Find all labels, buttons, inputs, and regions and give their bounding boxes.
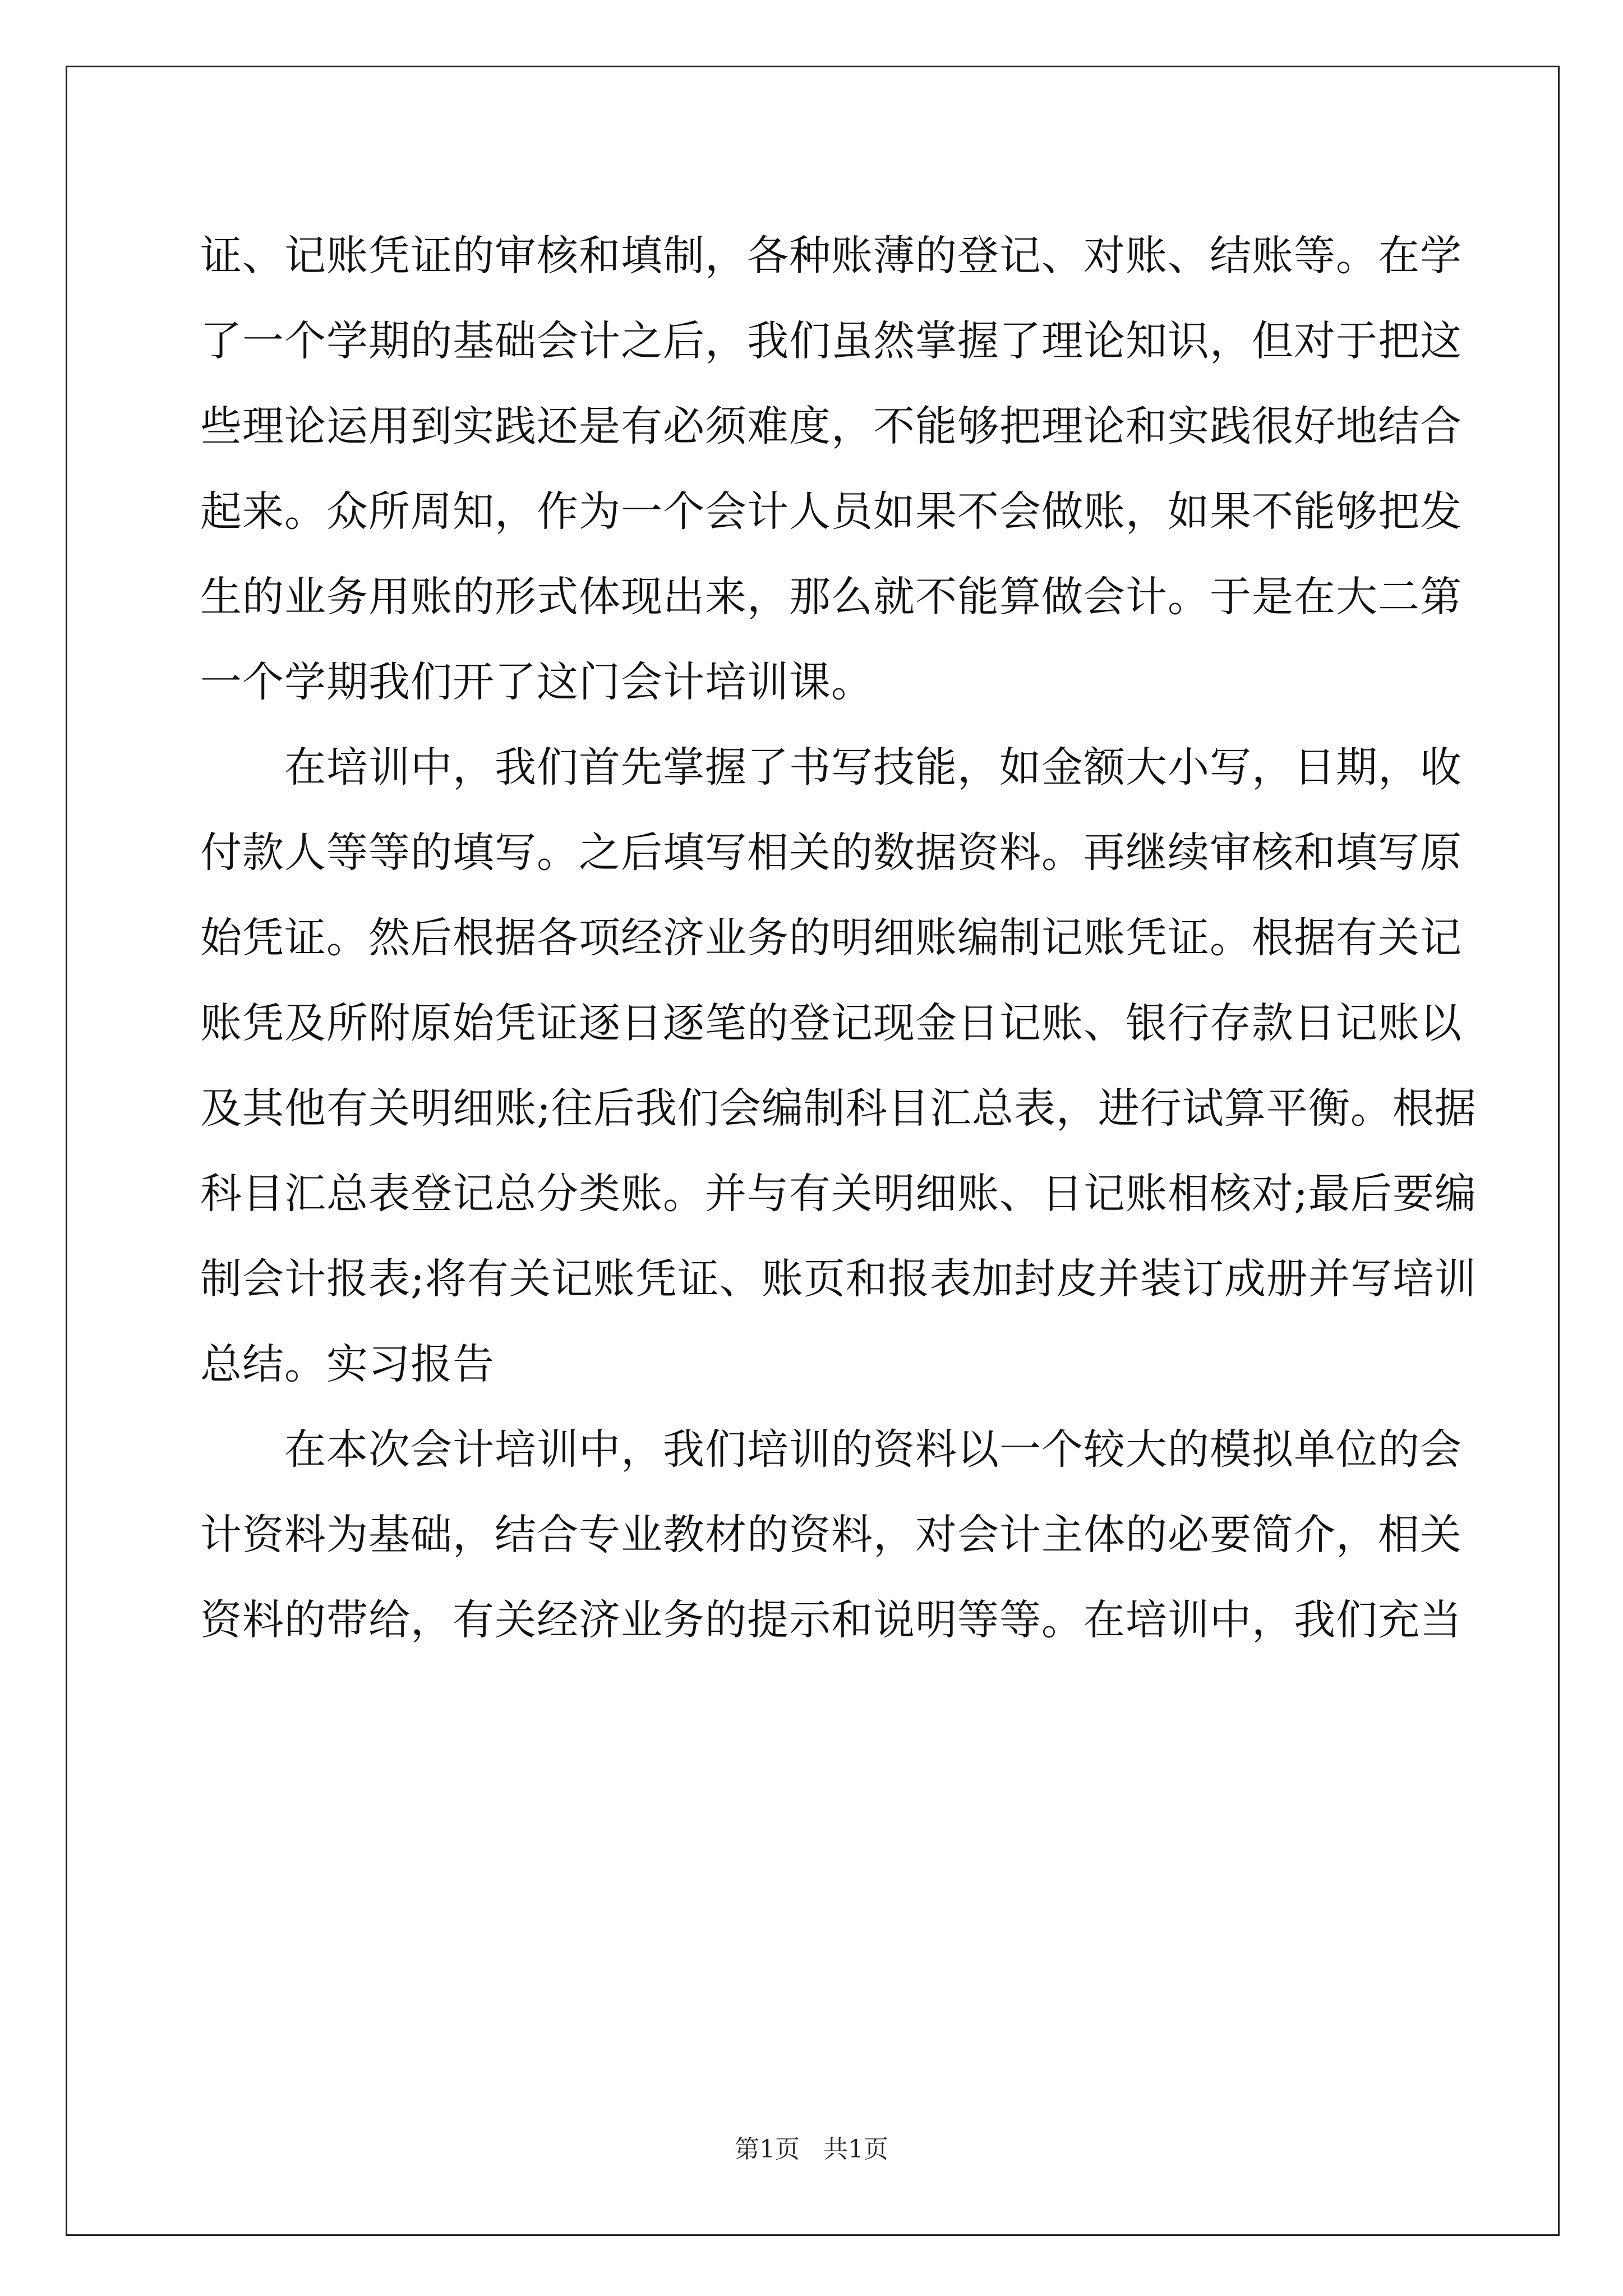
text-line: 计资料为基础，结合专业教材的资料，对会计主体的必要简介，相关 <box>200 1511 1462 1559</box>
text-line: 始凭证。然后根据各项经济业务的明细账编制记账凭证。根据有关记 <box>200 914 1462 962</box>
text-line: 资料的带给，有关经济业务的提示和说明等等。在培训中，我们充当 <box>200 1596 1462 1644</box>
document-body <box>200 213 1477 1663</box>
page-number: 第1页 <box>735 2135 800 2164</box>
text-line: 账凭及所附原始凭证逐日逐笔的登记现金日记账、银行存款日记账以 <box>200 999 1462 1047</box>
text-line: 在本次会计培训中，我们培训的资料以一个较大的模拟单位的会 <box>284 1425 1462 1474</box>
text-line: 生的业务用账的形式体现出来，那么就不能算做会计。于是在大二第 <box>200 573 1462 621</box>
text-line: 些理论运用到实践还是有必须难度，不能够把理论和实践很好地结合 <box>200 402 1462 450</box>
text-line: 了一个学期的基础会计之后，我们虽然掌握了理论知识，但对于把这 <box>200 317 1462 365</box>
text-line: 及其他有关明细账;往后我们会编制科目汇总表，进行试算平衡。根据 <box>200 1084 1477 1133</box>
text-line: 在培训中，我们首先掌握了书写技能，如金额大小写，日期，收 <box>284 743 1462 792</box>
text-line: 制会计报表;将有关记账凭证、账页和报表加封皮并装订成册并写培训 <box>200 1255 1477 1303</box>
page-footer <box>0 2129 1623 2165</box>
text-line: 一个学期我们开了这门会计培训课。 <box>200 658 873 706</box>
text-line: 总结。实习报告 <box>200 1340 495 1388</box>
text-line: 起来。众所周知，作为一个会计人员如果不会做账，如果不能够把发 <box>200 487 1462 536</box>
page-total: 共1页 <box>823 2135 888 2164</box>
text-line: 证、记账凭证的审核和填制，各种账薄的登记、对账、结账等。在学 <box>200 232 1462 280</box>
text-line: 科目汇总表登记总分类账。并与有关明细账、日记账相核对;最后要编 <box>200 1170 1477 1218</box>
text-line: 付款人等等的填写。之后填写相关的数据资料。再继续审核和填写原 <box>200 829 1462 877</box>
